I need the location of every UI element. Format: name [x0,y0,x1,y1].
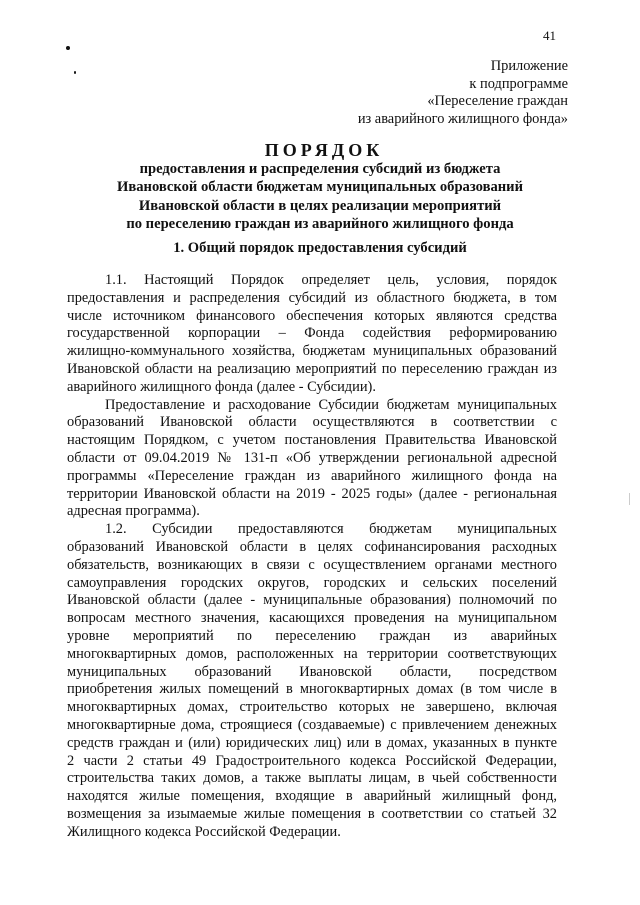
document-subtitle [60,160,580,234]
subtitle-line: предоставления и распределения субсидий из бюджета [139,161,501,177]
annex-line: «Переселение граждан [427,93,568,110]
paragraph-line: многоквартирные дома, строящиеся (создаваемые) с привлечением денежных [67,716,557,733]
paragraph-line: находятся жилые помещения, входящие в аварийный жилищный фонд, [67,788,557,805]
paragraph-line: возмещения за изымаемые жилые помещения в соответствии со статьей 32 [67,805,557,822]
paragraph-line: обязательств, возникающих в связи с осуществлением органами местного [67,556,557,573]
scan-speck [66,46,70,50]
paragraph-line: территории Ивановской области на 2019 - 2025 годы» (далее - региональная [67,485,557,502]
paragraph-line: уровне мероприятий по переселению граждан из аварийных [67,627,557,644]
paragraph-line: Предоставление и расходование Субсидии бюджетам муниципальных [105,396,557,413]
paragraph-line: Ивановской области на реализацию мероприятий по переселению граждан из [67,360,557,377]
paragraph-line: 1.1. Настоящий Порядок определяет цель, условия, порядок [105,272,557,288]
page-number: 41 [543,28,556,43]
paragraph-line: строительства таких домов, а также выплаты лицам, в чьей собственности [67,770,557,787]
document-title: ПОРЯДОК [264,140,384,160]
paragraph-line: аварийного жилищного фонда (далее - Субсидии). [67,378,376,395]
annex-line: из аварийного жилищного фонда» [357,110,568,127]
paragraph-line: программы «Переселение граждан из аварийного жилищного фонда на [67,467,557,484]
paragraph-line: настоящим Порядком, с учетом постановления Правительства Ивановской [67,432,557,449]
body-text [67,272,557,842]
paragraph-line: образований Ивановской области в целях софинансирования расходных [67,538,557,555]
paragraph-line: 1.2. Субсидии предоставляются бюджетам муниципальных [105,521,557,538]
paragraph-line: Жилищного кодекса Российской Федерации. [67,823,341,840]
annex-header [358,58,568,128]
subtitle-line: Ивановской области бюджетам муниципальных образований [117,179,523,196]
paragraph-line: 2 части 2 статьи 49 Градостроительного кодекса Российской Федерации, [67,752,557,769]
paragraph-line: Ивановской области (далее - муниципальные образования) полномочий по [67,592,557,609]
paragraph-line: предоставления и распределения субсидий из областного бюджета, в том [67,289,557,306]
subtitle-line: Ивановской области в целях реализации мероприятий [138,197,502,214]
paragraph-line: многоквартирных домах, строительство которых не завершено, включая [67,699,557,716]
paragraph-line: самоуправления городских округов, городских и сельских поселений [67,574,557,591]
section-heading: 1. Общий порядок предоставления субсидий [173,240,467,256]
paragraph-line: образований Ивановской области осуществляются в соответствии с [67,414,557,431]
annex-line: Приложение [490,58,568,74]
annex-line: к подпрограмме [469,75,568,92]
paragraph-line: средств граждан и (или) юридических лиц) или в домах, указанных в пункте [67,734,557,751]
paragraph-line: области от 09.04.2019 № 131-п «Об утверждении региональной адресной [67,449,557,466]
paragraph-line: многоквартирных домов, расположенных на территории соответствующих [67,645,557,662]
paragraph-line: муниципальных образований Ивановской области, посредством [67,663,557,680]
subtitle-line: по переселению граждан из аварийного жилищного фонда [126,216,514,233]
paragraph-line: жилищно-коммунального хозяйства, бюджетам муниципальных образований [67,343,557,360]
paragraph-line: вопросам местного значения, касающихся проведения на муниципальном [67,610,557,627]
paragraph-line: адресная программа). [67,503,200,520]
scan-speck [74,71,76,74]
paragraph-line: приобретения жилых помещений в многоквартирных домах (в том числе в [67,681,557,698]
scan-edge-mark [629,493,630,505]
paragraph-line: числе источником финансового обеспечения которых являются средства [67,307,557,324]
paragraph-line: государственной корпорации – Фонда содействия реформированию [67,325,557,342]
